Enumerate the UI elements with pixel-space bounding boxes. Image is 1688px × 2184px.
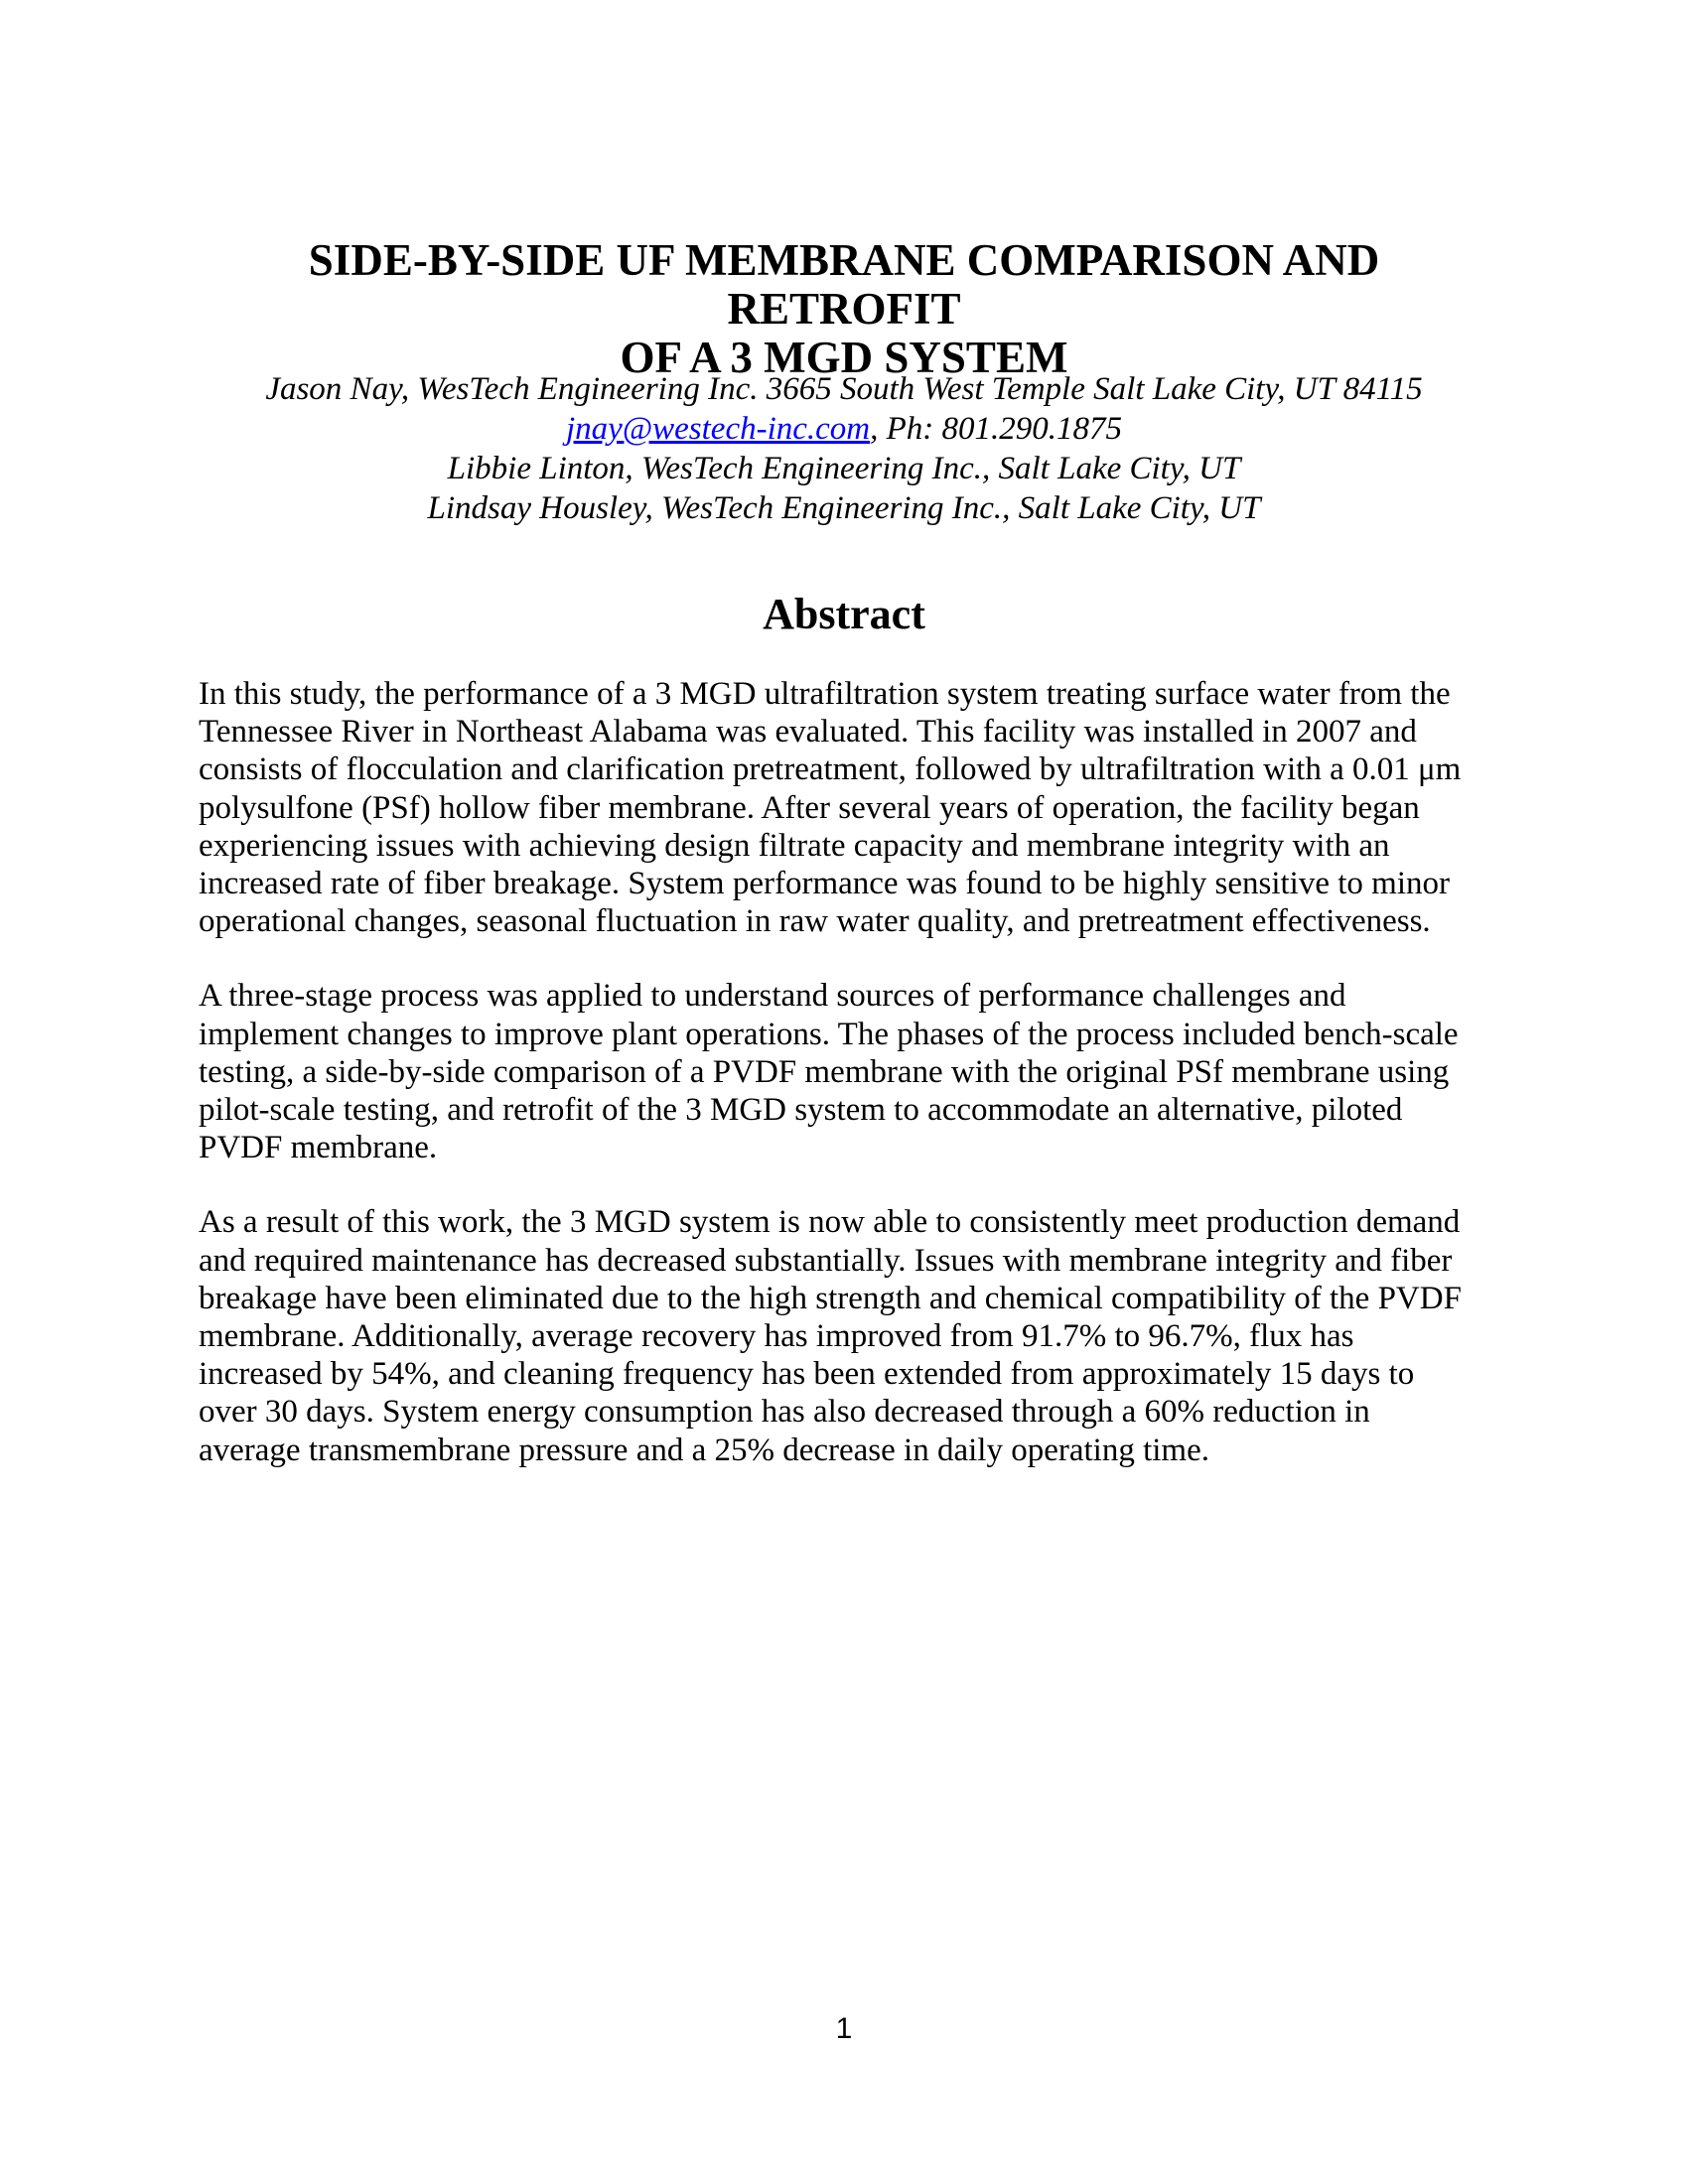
body-line: and required maintenance has decreased substantially. Issues with membrane integrity and fiber xyxy=(199,1242,1453,1279)
body-line: In this study, the performance of a 3 MGD ultrafiltration system treating surface water from the xyxy=(199,676,1451,712)
body-line: breakage have been eliminated due to the high strength and chemical compatibility of the PVDF xyxy=(199,1280,1462,1316)
body-line: consists of flocculation and clarification pretreatment, followed by ultrafiltration with a 0.01 μm xyxy=(199,751,1462,788)
body-line: operational changes, seasonal fluctuation in raw water quality, and pretreatment effectiveness. xyxy=(199,903,1431,940)
body-line: implement changes to improve plant operations. The phases of the process included bench-scale xyxy=(199,1016,1459,1052)
author-block xyxy=(199,369,1489,528)
body-line: over 30 days. System energy consumption has also decreased through a 60% reduction in xyxy=(199,1394,1370,1431)
abstract-paragraph-1 xyxy=(199,675,1499,940)
author-line-1: Jason Nay, WesTech Engineering Inc. 3665 South West Temple Salt Lake City, UT 84115 xyxy=(265,371,1423,407)
body-line: Tennessee River in Northeast Alabama was evaluated. This facility was installed in 2007 and xyxy=(199,714,1417,751)
paper-title-line-2: OF A 3 MGD SYSTEM xyxy=(620,333,1068,382)
body-line: pilot-scale testing, and retrofit of the 3 MGD system to accommodate an alternative, piloted xyxy=(199,1092,1403,1129)
body-line: testing, a side-by-side comparison of a PVDF membrane with the original PSf membrane using xyxy=(199,1053,1450,1090)
body-line: increased rate of fiber breakage. System performance was found to be highly sensitive to minor xyxy=(199,866,1450,902)
paper-title xyxy=(199,236,1489,382)
body-line: increased by 54%, and cleaning frequency has been extended from approximately 15 days to xyxy=(199,1356,1415,1393)
author-line-3: Libbie Linton, WesTech Engineering Inc., Salt Lake City, UT xyxy=(447,451,1241,486)
body-line: A three-stage process was applied to understand sources of performance challenges and xyxy=(199,978,1346,1015)
body-line: PVDF membrane. xyxy=(199,1130,438,1166)
author-line-2 xyxy=(199,409,1489,449)
body-line: average transmembrane pressure and a 25% decrease in daily operating time. xyxy=(199,1432,1209,1468)
author-phone-text: , Ph: 801.290.1875 xyxy=(870,411,1123,447)
author-email-link[interactable]: jnay@westech-inc.com xyxy=(565,411,871,447)
author-line-4: Lindsay Housley, WesTech Engineering Inc., Salt Lake City, UT xyxy=(427,490,1261,526)
abstract-body xyxy=(199,675,1499,1506)
body-line: polysulfone (PSf) hollow fiber membrane. After several years of operation, the facility began xyxy=(199,789,1420,826)
abstract-paragraph-2 xyxy=(199,977,1499,1166)
page-number: 1 xyxy=(835,2012,853,2045)
abstract-heading: Abstract xyxy=(763,590,925,638)
body-line: experiencing issues with achieving design filtrate capacity and membrane integrity with an xyxy=(199,827,1390,864)
paper-title-line-1: SIDE-BY-SIDE UF MEMBRANE COMPARISON AND RETROFIT xyxy=(308,235,1380,334)
body-line: membrane. Additionally, average recovery has improved from 91.7% to 96.7%, flux has xyxy=(199,1318,1354,1355)
abstract-paragraph-3 xyxy=(199,1203,1499,1468)
body-line: As a result of this work, the 3 MGD system is now able to consistently meet production demand xyxy=(199,1204,1461,1241)
